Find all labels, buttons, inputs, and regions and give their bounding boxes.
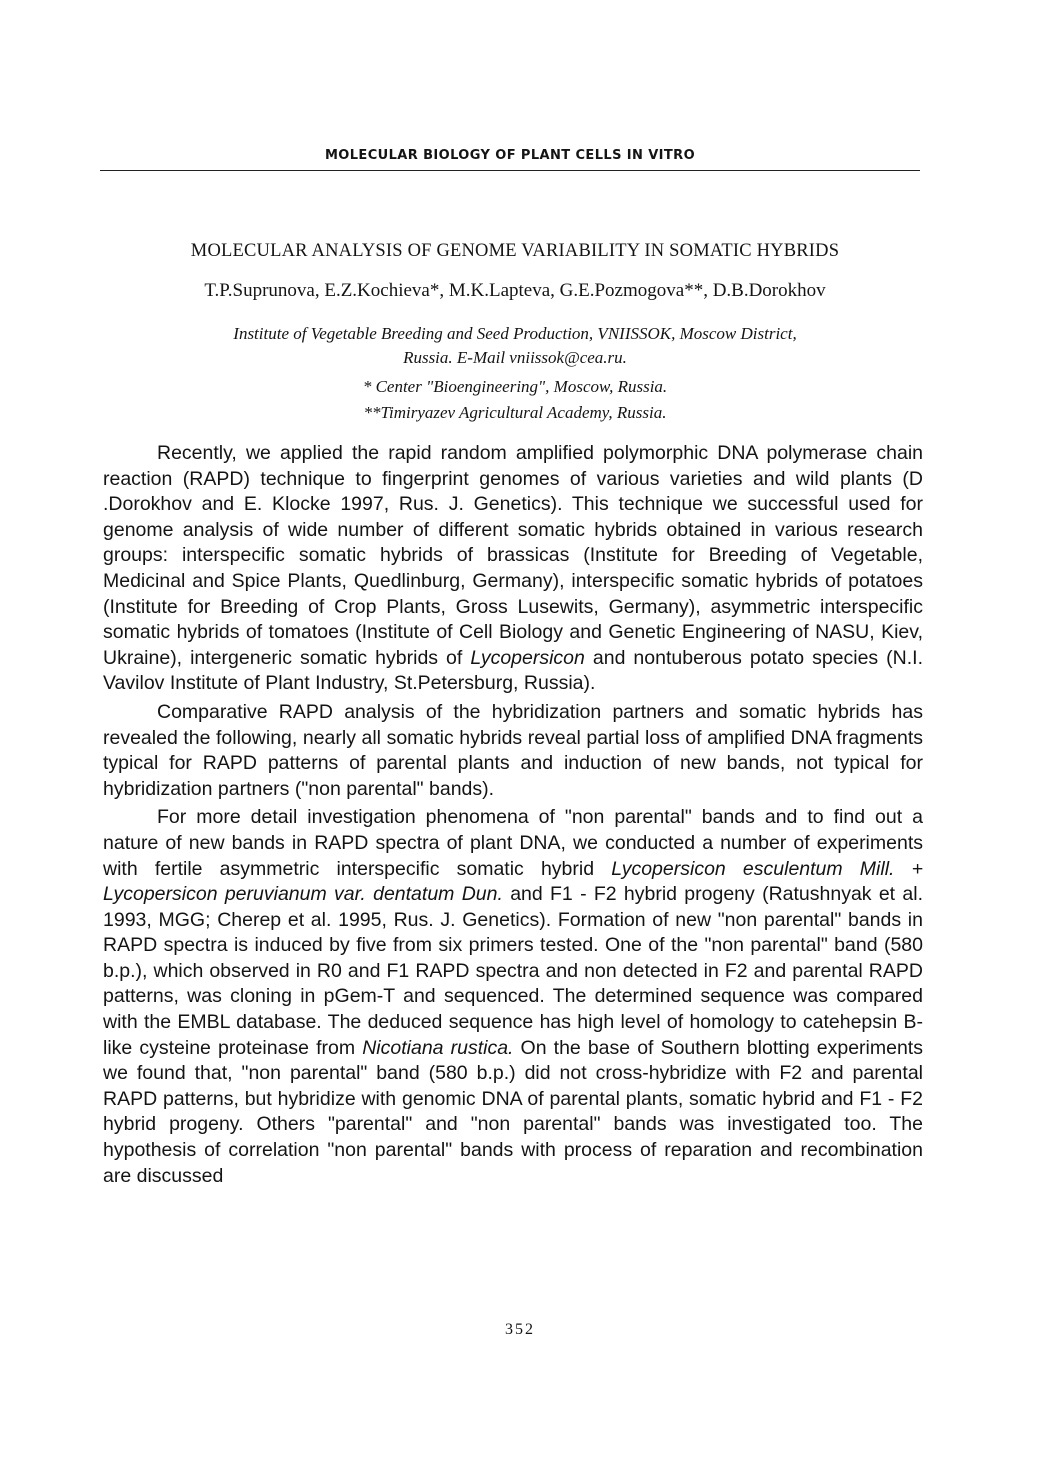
affiliation-line-1: Institute of Vegetable Breeding and Seed Production, VNIISSOK, Moscow District, [233, 324, 797, 343]
affiliation-line-4: **Timiryazev Agricultural Academy, Russia. [363, 403, 667, 422]
abstract-body [103, 441, 923, 1189]
paragraph-1-species: Lycopersicon [470, 646, 585, 669]
page-number: 352 [505, 1321, 535, 1338]
paragraph-1-text-a: Recently, we applied the rapid random amplified polymorphic DNA polymerase chain reaction (RAPD) technique to fingerprint genomes of various varieties and wild plants (D .Dorokhov and E. Klocke 1997, Rus. J. Genetics). This technique we successful used for genome analysis of wide number of different somatic hybrids obtained in various research groups: interspecific somatic hybrids of brassicas (Institute for Breeding of Vegetable, Medicinal and Spice Plants, Quedlinburg, Germany), interspecific somatic hybrids of potatoes (Institute for Breeding of Crop Plants, Gross Lusewits, Germany), asymmetric interspecific somatic hybrids of tomatoes (Institute of Cell Biology and Genetic Engineering of NASU, Kiev, Ukraine), intergeneric somatic hybrids of [103, 442, 923, 669]
paragraph-3-text-a: For more detail investigation phenomena of "non parental" bands and to find out a nature of new bands in RAPD spectra of plant DNA, we conducted a number of experiments with fertile asymmetric interspecific somatic hybrid [103, 806, 923, 880]
running-head: MOLECULAR BIOLOGY OF PLANT CELLS IN VITRO [324, 148, 696, 163]
paragraph-3-text-c: On the base of Southern blotting experiments we found that, "non parental" band (580 b.p.) did not cross-hybridize with F2 and parental RAPD patterns, but hybridize with genomic DNA of parental plants, somatic hybrid and F1 - F2 hybrid progeny. Others "parental" and "non parental" bands was investigated too. The hypothesis of correlation "non parental" bands with process of reparation and recombination are discussed [103, 1036, 923, 1187]
paragraph-2: Comparative RAPD analysis of the hybridization partners and somatic hybrids has revealed the following, nearly all somatic hybrids reveal partial loss of amplified DNA fragments typical for RAPD patterns of parental plants and induction of new bands, not typical for hybridization partners ("non parental" bands). [103, 700, 923, 800]
paragraph-1-text-b: and nontuberous potato species (N.I. Vavilov Institute of Plant Industry, St.Petersburg, Russia). [103, 646, 924, 695]
paragraph-3-species: Nicotiana rustica. [362, 1036, 514, 1059]
header-rule [100, 170, 920, 171]
paper-title: MOLECULAR ANALYSIS OF GENOME VARIABILITY IN SOMATIC HYBRIDS [190, 241, 840, 261]
authors: T.P.Suprunova, E.Z.Kochieva*, M.K.Lapteva, G.E.Pozmogova**, D.B.Dorokhov [204, 280, 826, 301]
affiliation-line-2: Russia. E-Mail vniissok@cea.ru. [403, 348, 627, 367]
paragraph-3 [103, 805, 923, 1189]
paragraph-3-text-b: and F1 - F2 hybrid progeny (Ratushnyak et al. 1993, MGG; Cherep et al. 1995, Rus. J. Genetics). Formation of new "non parental" bands in RAPD spectra is induced by five from six primers tested. One of the "non parental" band (580 b.p.), which observed in R0 and F1 RAPD spectra and non detected in F2 and parental RAPD patterns, was cloning in pGem-T and sequenced. The determined sequence was compared with the EMBL database. The deduced sequence has high level of homology to catehepsin B-like cysteine proteinase from [103, 883, 923, 1059]
paragraph-3-hybrid-name: Lycopersicon esculentum Mill. + Lycopersicon peruvianum var. dentatum Dun. [103, 857, 923, 906]
paragraph-1 [103, 441, 923, 697]
affiliation-line-3: * Center "Bioengineering", Moscow, Russia. [362, 377, 668, 396]
